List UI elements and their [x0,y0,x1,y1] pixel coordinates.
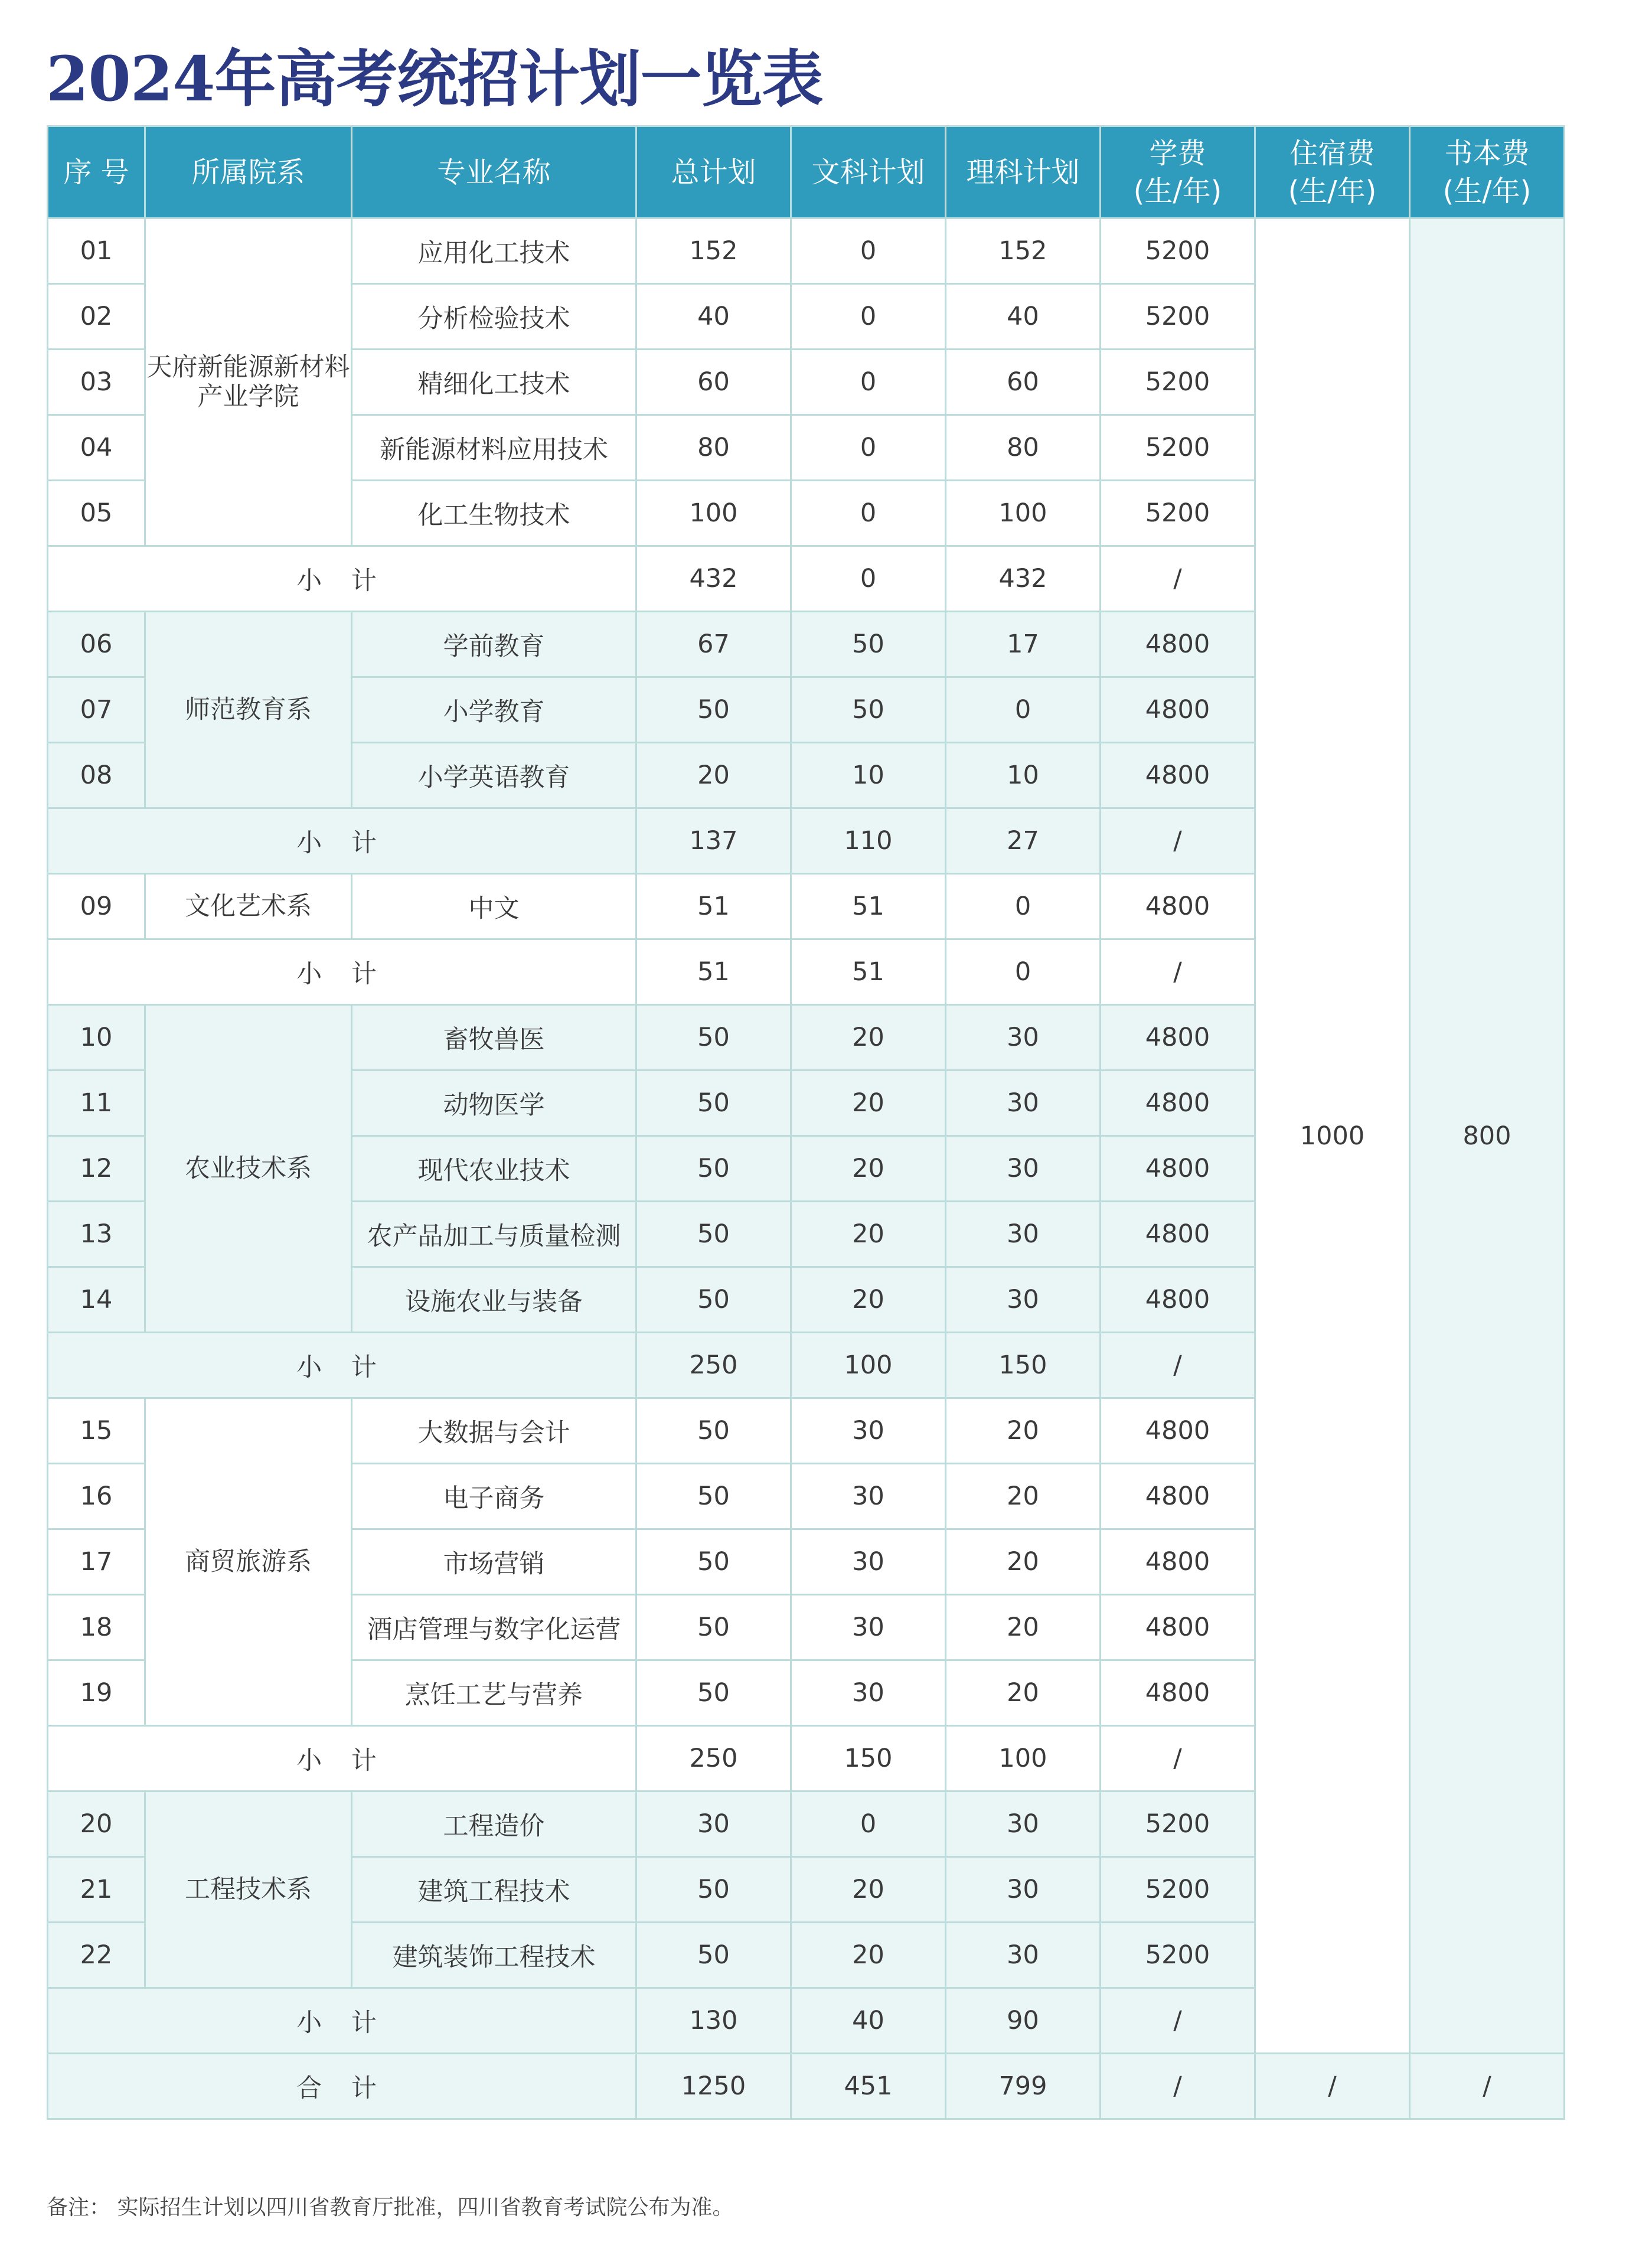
total-plan-cell: 50 [636,1857,791,1923]
seq-cell: 07 [48,677,145,743]
tuition-cell: 4800 [1101,677,1255,743]
liberal-plan-cell: 51 [791,874,946,939]
book-fee-cell: 800 [1410,218,1565,2054]
liberal-plan-cell: 50 [791,612,946,677]
total-plan-cell: 100 [636,481,791,546]
major-name-cell: 市场营销 [352,1529,636,1595]
subtotal-tuition: / [1101,939,1255,1005]
science-plan-cell: 30 [946,1005,1101,1071]
subtotal-total: 51 [636,939,791,1005]
grand-total-row [48,2054,1565,2119]
tuition-cell: 4800 [1101,1529,1255,1595]
liberal-plan-cell: 30 [791,1595,946,1660]
seq-cell: 16 [48,1464,145,1529]
science-plan-cell: 80 [946,415,1101,481]
total-plan-cell: 50 [636,1005,791,1071]
liberal-plan-cell: 0 [791,415,946,481]
seq-cell: 15 [48,1398,145,1464]
total-plan-cell: 67 [636,612,791,677]
liberal-plan-cell: 30 [791,1529,946,1595]
subtotal-science: 150 [946,1333,1101,1398]
grand-total-tuition: / [1101,2054,1255,2119]
grand-total-science: 799 [946,2054,1101,2119]
total-plan-cell: 20 [636,743,791,808]
liberal-plan-cell: 20 [791,1071,946,1136]
subtotal-science: 432 [946,546,1101,612]
total-plan-cell: 60 [636,350,791,415]
tuition-cell: 4800 [1101,874,1255,939]
major-name-cell: 现代农业技术 [352,1136,636,1202]
tuition-cell: 5200 [1101,350,1255,415]
tuition-cell: 4800 [1101,1595,1255,1660]
liberal-plan-cell: 50 [791,677,946,743]
grand-total-books: / [1410,2054,1565,2119]
science-plan-cell: 30 [946,1857,1101,1923]
subtotal-science: 0 [946,939,1101,1005]
seq-cell: 08 [48,743,145,808]
seq-cell: 01 [48,218,145,284]
tuition-cell: 5200 [1101,1857,1255,1923]
seq-cell: 04 [48,415,145,481]
total-plan-cell: 51 [636,874,791,939]
total-plan-cell: 50 [636,1267,791,1333]
liberal-plan-cell: 0 [791,284,946,350]
major-name-cell: 大数据与会计 [352,1398,636,1464]
total-plan-cell: 50 [636,1595,791,1660]
subtotal-total: 137 [636,808,791,874]
subtotal-liberal: 110 [791,808,946,874]
liberal-plan-cell: 0 [791,1792,946,1857]
liberal-plan-cell: 0 [791,481,946,546]
subtotal-liberal: 100 [791,1333,946,1398]
science-plan-cell: 20 [946,1398,1101,1464]
major-name-cell: 畜牧兽医 [352,1005,636,1071]
liberal-plan-cell: 20 [791,1267,946,1333]
tuition-cell: 5200 [1101,284,1255,350]
major-name-cell: 小学教育 [352,677,636,743]
liberal-plan-cell: 30 [791,1464,946,1529]
major-name-cell: 建筑工程技术 [352,1857,636,1923]
major-name-cell: 设施农业与装备 [352,1267,636,1333]
total-plan-cell: 50 [636,1136,791,1202]
major-name-cell: 分析检验技术 [352,284,636,350]
subtotal-tuition: / [1101,546,1255,612]
table-row [48,218,1565,284]
total-plan-cell: 50 [636,1660,791,1726]
total-plan-cell: 152 [636,218,791,284]
liberal-plan-cell: 0 [791,218,946,284]
liberal-plan-cell: 30 [791,1660,946,1726]
dept-cell: 文化艺术系 [145,874,352,939]
header-liberal: 文科计划 [791,126,946,218]
major-name-cell: 烹饪工艺与营养 [352,1660,636,1726]
header-books-line2: (生/年) [1442,174,1532,208]
science-plan-cell: 60 [946,350,1101,415]
major-name-cell: 农产品加工与质量检测 [352,1202,636,1267]
tuition-cell: 5200 [1101,1792,1255,1857]
subtotal-tuition: / [1101,1726,1255,1792]
seq-cell: 02 [48,284,145,350]
seq-cell: 06 [48,612,145,677]
header-dorm-line1: 住宿费 [1289,136,1375,170]
subtotal-total: 130 [636,1988,791,2054]
grand-total-liberal: 451 [791,2054,946,2119]
liberal-plan-cell: 30 [791,1398,946,1464]
tuition-cell: 4800 [1101,1071,1255,1136]
seq-cell: 19 [48,1660,145,1726]
dept-cell: 商贸旅游系 [145,1398,352,1726]
seq-cell: 21 [48,1857,145,1923]
liberal-plan-cell: 10 [791,743,946,808]
major-name-cell: 建筑装饰工程技术 [352,1923,636,1988]
subtotal-tuition: / [1101,1333,1255,1398]
subtotal-label: 小 计 [48,1726,636,1792]
total-plan-cell: 50 [636,1464,791,1529]
liberal-plan-cell: 20 [791,1005,946,1071]
science-plan-cell: 30 [946,1136,1101,1202]
seq-cell: 05 [48,481,145,546]
table-header-row [48,126,1565,218]
major-name-cell: 学前教育 [352,612,636,677]
header-tuition-line1: 学费 [1149,136,1206,170]
major-name-cell: 化工生物技术 [352,481,636,546]
subtotal-liberal: 0 [791,546,946,612]
total-plan-cell: 30 [636,1792,791,1857]
seq-cell: 22 [48,1923,145,1988]
major-name-cell: 新能源材料应用技术 [352,415,636,481]
science-plan-cell: 20 [946,1529,1101,1595]
seq-cell: 09 [48,874,145,939]
major-name-cell: 动物医学 [352,1071,636,1136]
major-name-cell: 酒店管理与数字化运营 [352,1595,636,1660]
seq-cell: 11 [48,1071,145,1136]
science-plan-cell: 152 [946,218,1101,284]
tuition-cell: 5200 [1101,481,1255,546]
subtotal-label: 小 计 [48,808,636,874]
total-plan-cell: 40 [636,284,791,350]
subtotal-tuition: / [1101,1988,1255,2054]
seq-cell: 14 [48,1267,145,1333]
major-name-cell: 中文 [352,874,636,939]
header-major: 专业名称 [352,126,636,218]
total-plan-cell: 50 [636,1398,791,1464]
major-name-cell: 电子商务 [352,1464,636,1529]
header-tuition-line2: (生/年) [1133,174,1222,208]
tuition-cell: 5200 [1101,1923,1255,1988]
science-plan-cell: 30 [946,1071,1101,1136]
major-name-cell: 小学英语教育 [352,743,636,808]
grand-total-dorm: / [1255,2054,1410,2119]
tuition-cell: 4800 [1101,743,1255,808]
dorm-fee-cell: 1000 [1255,218,1410,2054]
subtotal-total: 250 [636,1333,791,1398]
science-plan-cell: 0 [946,677,1101,743]
liberal-plan-cell: 0 [791,350,946,415]
subtotal-science: 27 [946,808,1101,874]
tuition-cell: 4800 [1101,1660,1255,1726]
liberal-plan-cell: 20 [791,1136,946,1202]
dept-cell: 农业技术系 [145,1005,352,1333]
subtotal-science: 100 [946,1726,1101,1792]
tuition-cell: 4800 [1101,1398,1255,1464]
subtotal-tuition: / [1101,808,1255,874]
grand-total-total: 1250 [636,2054,791,2119]
subtotal-total: 250 [636,1726,791,1792]
subtotal-liberal: 150 [791,1726,946,1792]
total-plan-cell: 50 [636,1529,791,1595]
major-name-cell: 精细化工技术 [352,350,636,415]
subtotal-science: 90 [946,1988,1101,2054]
header-books-line1: 书本费 [1444,136,1530,170]
header-dorm-line2: (生/年) [1288,174,1377,208]
subtotal-label: 小 计 [48,546,636,612]
footnote: 备注： 实际招生计划以四川省教育厅批准，四川省教育考试院公布为准。 [47,2195,734,2220]
page-title: 2024年高考统招计划一览表 [46,43,823,115]
seq-cell: 18 [48,1595,145,1660]
science-plan-cell: 17 [946,612,1101,677]
science-plan-cell: 30 [946,1923,1101,1988]
science-plan-cell: 20 [946,1595,1101,1660]
liberal-plan-cell: 20 [791,1202,946,1267]
total-plan-cell: 50 [636,1923,791,1988]
science-plan-cell: 20 [946,1464,1101,1529]
dept-cell: 工程技术系 [145,1792,352,1988]
header-science: 理科计划 [946,126,1101,218]
tuition-cell: 4800 [1101,1202,1255,1267]
seq-cell: 03 [48,350,145,415]
table-body [48,218,1565,2119]
seq-cell: 17 [48,1529,145,1595]
seq-cell: 13 [48,1202,145,1267]
header-seq: 序 号 [48,126,145,218]
subtotal-liberal: 40 [791,1988,946,2054]
major-name-cell: 工程造价 [352,1792,636,1857]
tuition-cell: 4800 [1101,1464,1255,1529]
dept-cell: 天府新能源新材料产业学院 [145,218,352,546]
total-plan-cell: 50 [636,677,791,743]
header-total: 总计划 [636,126,791,218]
major-name-cell: 应用化工技术 [352,218,636,284]
subtotal-label: 小 计 [48,939,636,1005]
science-plan-cell: 30 [946,1792,1101,1857]
tuition-cell: 5200 [1101,415,1255,481]
total-plan-cell: 50 [636,1202,791,1267]
science-plan-cell: 30 [946,1202,1101,1267]
tuition-cell: 4800 [1101,1005,1255,1071]
subtotal-label: 小 计 [48,1988,636,2054]
enrollment-plan-table [47,125,1565,2120]
total-plan-cell: 80 [636,415,791,481]
grand-total-label: 合 计 [48,2054,636,2119]
header-tuition [1101,126,1255,218]
tuition-cell: 4800 [1101,1267,1255,1333]
subtotal-label: 小 计 [48,1333,636,1398]
science-plan-cell: 40 [946,284,1101,350]
header-dorm [1255,126,1410,218]
total-plan-cell: 50 [636,1071,791,1136]
science-plan-cell: 0 [946,874,1101,939]
header-books [1410,126,1565,218]
tuition-cell: 4800 [1101,612,1255,677]
liberal-plan-cell: 20 [791,1923,946,1988]
tuition-cell: 4800 [1101,1136,1255,1202]
tuition-cell: 5200 [1101,218,1255,284]
liberal-plan-cell: 20 [791,1857,946,1923]
header-dept: 所属院系 [145,126,352,218]
subtotal-liberal: 51 [791,939,946,1005]
science-plan-cell: 100 [946,481,1101,546]
science-plan-cell: 20 [946,1660,1101,1726]
dept-cell: 师范教育系 [145,612,352,808]
science-plan-cell: 30 [946,1267,1101,1333]
seq-cell: 10 [48,1005,145,1071]
subtotal-total: 432 [636,546,791,612]
science-plan-cell: 10 [946,743,1101,808]
seq-cell: 20 [48,1792,145,1857]
seq-cell: 12 [48,1136,145,1202]
